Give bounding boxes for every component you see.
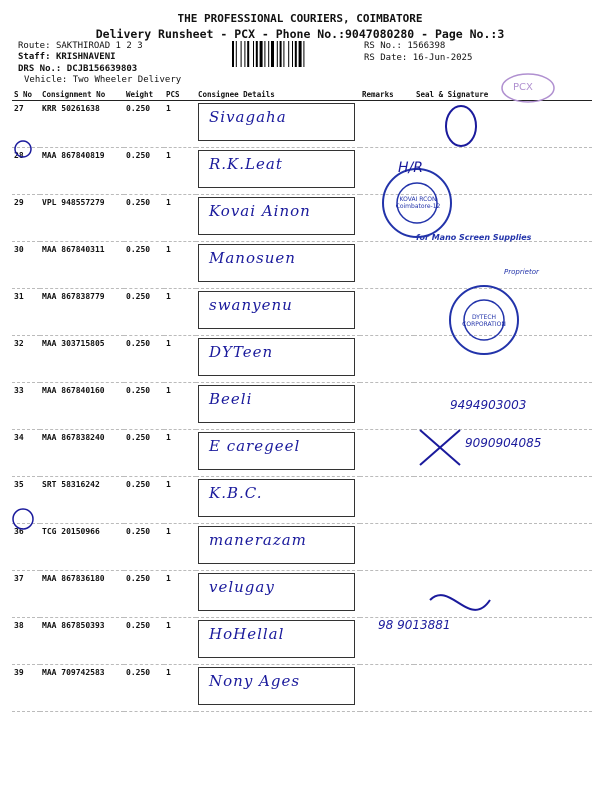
remarks-cell xyxy=(360,242,414,289)
seal-cell xyxy=(414,383,592,430)
dytech-stamp-text: DYTECH CORPORATION xyxy=(462,314,506,328)
consignee-box xyxy=(198,385,355,423)
barcode-bar xyxy=(277,41,278,67)
consignee-cell xyxy=(196,571,360,618)
sno-cell: 28 xyxy=(12,148,40,195)
consignee-handwriting: R.K.Leat xyxy=(209,155,283,173)
route-label: Route: xyxy=(18,41,51,51)
barcode-bar xyxy=(295,41,297,67)
pcx-mark: PCX xyxy=(513,82,533,93)
consignee-handwriting: E caregeel xyxy=(209,437,301,455)
pcs-cell: 1 xyxy=(164,430,196,477)
col-weight: Weight xyxy=(124,88,164,101)
weight-cell: 0.250 xyxy=(124,195,164,242)
seal-cell xyxy=(414,289,592,336)
table-row xyxy=(12,195,592,242)
consignment-cell: MAA 867840160 xyxy=(40,383,124,430)
company-title: THE PROFESSIONAL COURIERS, COIMBATORE xyxy=(177,12,423,25)
consignment-cell: TCG 20150966 xyxy=(40,524,124,571)
consignee-box xyxy=(198,432,355,470)
sno-cell: 35 xyxy=(12,477,40,524)
weight-cell: 0.250 xyxy=(124,524,164,571)
sno-cell: 31 xyxy=(12,289,40,336)
seal-cell xyxy=(414,618,592,665)
barcode-bar xyxy=(247,41,249,67)
vehicle-line xyxy=(24,75,181,85)
barcode-bar xyxy=(292,41,293,67)
pcs-cell: 1 xyxy=(164,242,196,289)
table-row xyxy=(12,383,592,430)
staff-line xyxy=(18,52,116,62)
weight-cell: 0.250 xyxy=(124,383,164,430)
consignee-cell xyxy=(196,430,360,477)
consignee-cell xyxy=(196,289,360,336)
consignee-cell xyxy=(196,383,360,430)
table-header-row xyxy=(12,88,592,101)
consignee-handwriting: manerazam xyxy=(209,531,307,549)
sno-cell: 36 xyxy=(12,524,40,571)
route-value: SAKTHIROAD 1 2 3 xyxy=(55,41,143,51)
consignee-box xyxy=(198,573,355,611)
seal-cell xyxy=(414,336,592,383)
consignee-box xyxy=(198,526,355,564)
consignee-cell xyxy=(196,665,360,712)
consignment-cell: SRT 58316242 xyxy=(40,477,124,524)
pcs-cell: 1 xyxy=(164,618,196,665)
kovai-stamp-text: KOVAI RCON Coimbatore-12 xyxy=(395,196,441,210)
consignee-handwriting: Manosuen xyxy=(209,249,296,267)
barcode-bar xyxy=(241,41,242,67)
sno-cell: 30 xyxy=(12,242,40,289)
weight-cell: 0.250 xyxy=(124,665,164,712)
remarks-cell xyxy=(360,524,414,571)
barcode-bar xyxy=(236,41,237,67)
remarks-cell xyxy=(360,477,414,524)
consignee-handwriting: K.B.C. xyxy=(209,484,263,502)
consignment-cell: KRR 50261638 xyxy=(40,101,124,148)
consignee-handwriting: swanyenu xyxy=(209,296,293,314)
remarks-cell xyxy=(360,665,414,712)
pcs-cell: 1 xyxy=(164,336,196,383)
barcode-bar xyxy=(280,41,282,67)
sno-cell: 33 xyxy=(12,383,40,430)
runsheet-title: Delivery Runsheet - PCX - Phone No.:9047080280 - Page No.:3 xyxy=(95,27,505,41)
col-sno: S No xyxy=(12,88,40,101)
remarks-cell xyxy=(360,195,414,242)
table-row xyxy=(12,289,592,336)
consignment-cell: MAA 867840819 xyxy=(40,148,124,195)
remarks-cell xyxy=(360,618,414,665)
sno-cell: 39 xyxy=(12,665,40,712)
barcode-bar xyxy=(299,41,302,67)
vehicle-label: Vehicle: xyxy=(24,75,68,85)
weight-cell: 0.250 xyxy=(124,477,164,524)
consignee-handwriting: velugay xyxy=(209,578,275,596)
consignee-box xyxy=(198,667,355,705)
staff-label: Staff: xyxy=(18,52,51,62)
consignment-cell: MAA 867850393 xyxy=(40,618,124,665)
consignee-handwriting: Sivagaha xyxy=(209,108,287,126)
consignment-cell: MAA 867836180 xyxy=(40,571,124,618)
consignee-box xyxy=(198,479,355,517)
seal-cell xyxy=(414,148,592,195)
consignment-cell: MAA 867840311 xyxy=(40,242,124,289)
table-row xyxy=(12,524,592,571)
consignee-cell xyxy=(196,336,360,383)
barcode-bar xyxy=(288,41,289,67)
col-seal: Seal & Signature xyxy=(414,88,592,101)
staff-value: KRISHNAVENI xyxy=(55,52,116,62)
signature-note-39: 98 9013881 xyxy=(378,618,451,632)
weight-cell: 0.250 xyxy=(124,289,164,336)
col-remarks: Remarks xyxy=(360,88,414,101)
consignee-handwriting: Nony Ages xyxy=(209,672,301,690)
pcs-cell: 1 xyxy=(164,101,196,148)
consignee-box xyxy=(198,103,355,141)
pcs-cell: 1 xyxy=(164,383,196,430)
remarks-cell xyxy=(360,336,414,383)
barcode-bar xyxy=(260,41,263,67)
consignment-cell: MAA 867838240 xyxy=(40,430,124,477)
remarks-cell xyxy=(360,571,414,618)
signature-note-35: 9090904085 xyxy=(465,436,542,450)
consignee-cell xyxy=(196,524,360,571)
weight-cell: 0.250 xyxy=(124,101,164,148)
weight-cell: 0.250 xyxy=(124,148,164,195)
weight-cell: 0.250 xyxy=(124,336,164,383)
barcode-bar xyxy=(232,41,234,67)
weight-cell: 0.250 xyxy=(124,430,164,477)
col-consignee: Consignee Details xyxy=(196,88,360,101)
consignee-box xyxy=(198,620,355,658)
consignee-cell xyxy=(196,195,360,242)
seal-cell xyxy=(414,524,592,571)
signature-note-28: H/R xyxy=(398,160,423,176)
rs-date-label: RS Date: xyxy=(364,53,408,63)
table-row xyxy=(12,148,592,195)
runsheet-table xyxy=(12,88,592,712)
seal-cell xyxy=(414,242,592,289)
remarks-cell xyxy=(360,101,414,148)
seal-cell xyxy=(414,571,592,618)
consignee-cell xyxy=(196,148,360,195)
pcs-cell: 1 xyxy=(164,665,196,712)
sno-cell: 27 xyxy=(12,101,40,148)
remarks-cell xyxy=(360,289,414,336)
weight-cell: 0.250 xyxy=(124,618,164,665)
pcs-cell: 1 xyxy=(164,571,196,618)
consignment-cell: MAA 867838779 xyxy=(40,289,124,336)
remarks-cell xyxy=(360,383,414,430)
weight-cell: 0.250 xyxy=(124,571,164,618)
rs-date-value: 16-Jun-2025 xyxy=(412,53,473,63)
remarks-cell xyxy=(360,148,414,195)
barcode-bar xyxy=(264,41,265,67)
consignee-box xyxy=(198,244,355,282)
seal-cell xyxy=(414,665,592,712)
consignment-cell: MAA 709742583 xyxy=(40,665,124,712)
weight-cell: 0.250 xyxy=(124,242,164,289)
barcode-bar xyxy=(283,41,284,67)
sno-cell: 29 xyxy=(12,195,40,242)
table-row xyxy=(12,430,592,477)
consignee-cell xyxy=(196,618,360,665)
remarks-cell xyxy=(360,430,414,477)
pcs-cell: 1 xyxy=(164,195,196,242)
consignee-cell xyxy=(196,101,360,148)
pcs-cell: 1 xyxy=(164,477,196,524)
consignee-handwriting: Beeli xyxy=(209,390,253,408)
drs-line xyxy=(18,64,137,74)
col-pcs: PCS xyxy=(164,88,196,101)
rs-date-line xyxy=(364,53,472,63)
pcs-cell: 1 xyxy=(164,148,196,195)
table-row xyxy=(12,571,592,618)
consignment-cell: VPL 948557279 xyxy=(40,195,124,242)
drs-label: DRS No.: xyxy=(18,64,62,74)
proprietor-text: Proprietor xyxy=(504,268,539,276)
seal-cell xyxy=(414,430,592,477)
rs-no-value: 1566398 xyxy=(407,41,446,51)
signature-note-34: 9494903003 xyxy=(450,398,527,412)
consignment-cell: MAA 303715805 xyxy=(40,336,124,383)
barcode-bar xyxy=(256,41,258,67)
consignee-handwriting: HoHellal xyxy=(209,625,285,643)
consignee-handwriting: Kovai Ainon xyxy=(209,202,311,220)
consignee-cell xyxy=(196,242,360,289)
sno-cell: 34 xyxy=(12,430,40,477)
barcode-bar xyxy=(303,41,304,67)
table-row xyxy=(12,336,592,383)
consignee-box xyxy=(198,291,355,329)
table-row xyxy=(12,477,592,524)
pcs-cell: 1 xyxy=(164,289,196,336)
consignee-cell xyxy=(196,477,360,524)
barcode-bar xyxy=(253,41,254,67)
barcode-bar xyxy=(268,41,269,67)
sno-cell: 32 xyxy=(12,336,40,383)
rs-no-line xyxy=(364,41,445,51)
seal-cell xyxy=(414,477,592,524)
drs-value: DCJB156639803 xyxy=(66,64,138,74)
seal-cell xyxy=(414,101,592,148)
seal-cell xyxy=(414,195,592,242)
vehicle-value: Two Wheeler Delivery xyxy=(72,75,182,85)
barcode-bar xyxy=(271,41,274,67)
pcs-cell: 1 xyxy=(164,524,196,571)
sno-cell: 37 xyxy=(12,571,40,618)
table-row xyxy=(12,618,592,665)
screen-supplies-text: for Mano Screen Supplies xyxy=(416,233,532,242)
route-line xyxy=(18,41,143,51)
consignee-box xyxy=(198,150,355,188)
consignee-box xyxy=(198,338,355,376)
rs-no-label: RS No.: xyxy=(364,41,402,51)
consignee-box xyxy=(198,197,355,235)
barcode xyxy=(232,41,356,67)
table-row xyxy=(12,665,592,712)
table-row xyxy=(12,101,592,148)
sno-cell: 38 xyxy=(12,618,40,665)
table-row xyxy=(12,242,592,289)
consignee-handwriting: DYTeen xyxy=(209,343,274,361)
col-consignment: Consignment No xyxy=(40,88,124,101)
barcode-bar xyxy=(244,41,245,67)
